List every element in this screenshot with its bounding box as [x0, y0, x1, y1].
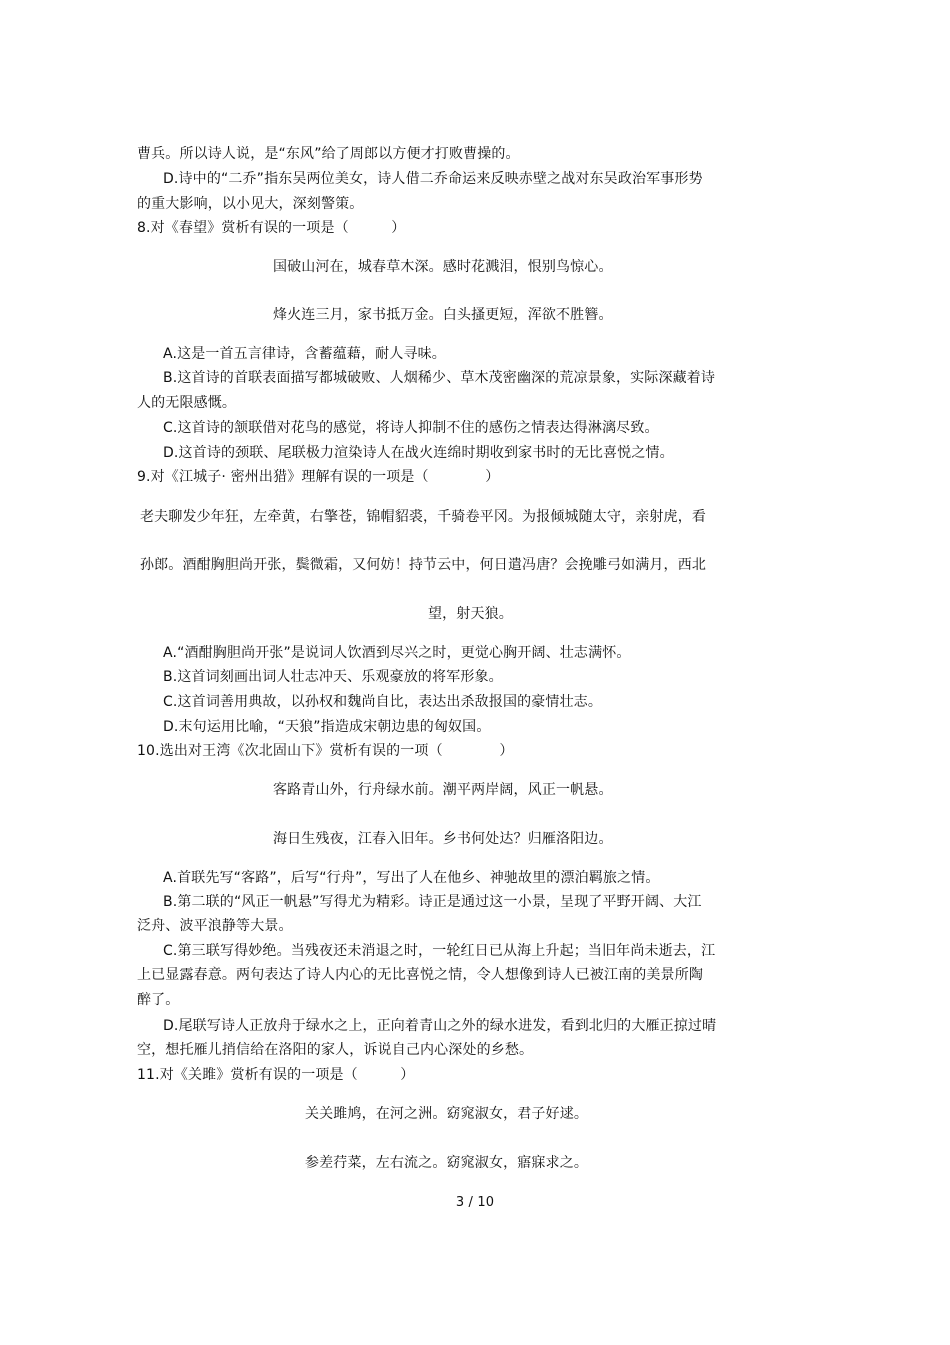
option-d-line: D.这首诗的颈联、尾联极力渲染诗人在战火连绵时期收到家书时的无比喜悦之情。 — [163, 445, 674, 461]
option-d-line: D.尾联写诗人正放舟于绿水之上，正向着青山之外的绿水进发，看到北归的大雁正掠过晴 — [163, 1018, 717, 1034]
poem-line: 关关雎鸠，在河之洲。窈窕淑女，君子好逑。 — [305, 1106, 588, 1122]
option-a-line: A.这是一首五言律诗，含蓄蕴藉，耐人寻味。 — [163, 346, 446, 362]
text-line: 醉了。 — [137, 992, 180, 1008]
option-a-line: A.“酒酣胸胆尚开张”是说词人饮酒到尽兴之时，更觉心胸开阔、壮志满怀。 — [163, 645, 631, 661]
text-line: 人的无限感慨。 — [137, 395, 237, 411]
poem-line: 客路青山外，行舟绿水前。潮平两岸阔，风正一帆悬。 — [273, 782, 613, 798]
option-b-line: B.第二联的“风正一帆悬”写得尤为精彩。诗正是通过这一小景，呈现了平野开阔、大江 — [163, 894, 702, 910]
option-c-line: C.这首诗的颔联借对花鸟的感觉，将诗人抑制不住的感伤之情表达得淋漓尽致。 — [163, 420, 659, 436]
question-10-heading: 10.选出对王湾《次北固山下》赏析有误的一项（ ） — [137, 743, 514, 759]
text-line: 泛舟、波平浪静等大景。 — [137, 918, 293, 934]
question-9-heading: 9.对《江城子· 密州出猎》理解有误的一项是（ ） — [137, 469, 500, 485]
page-number: 3 / 10 — [455, 1195, 495, 1210]
text-line: 上已显露春意。两句表达了诗人内心的无比喜悦之情，令人想像到诗人已被江南的美景所陶 — [137, 967, 703, 983]
option-b-line: B.这首诗的首联表面描写都城破败、人烟稀少、草木茂密幽深的荒凉景象，实际深藏着诗 — [163, 370, 716, 386]
text-line: 曹兵。所以诗人说，是“东风”给了周郎以方便才打败曹操的。 — [137, 146, 520, 162]
option-c-line: C.第三联写得妙绝。当残夜还未消退之时，一轮红日已从海上升起；当旧年尚未逝去，江 — [163, 943, 716, 959]
poem-line: 老夫聊发少年狂，左牵黄，右擎苍，锦帽貂裘，千骑卷平冈。为报倾城随太守，亲射虎，看 — [140, 509, 706, 525]
poem-line: 烽火连三月，家书抵万金。白头搔更短，浑欲不胜簪。 — [273, 307, 613, 323]
poem-line: 国破山河在，城春草木深。感时花溅泪，恨别鸟惊心。 — [273, 259, 613, 275]
option-c-line: C.这首词善用典故，以孙权和魏尚自比，表达出杀敌报国的豪情壮志。 — [163, 694, 603, 710]
question-11-heading: 11.对《关雎》赏析有误的一项是（ ） — [137, 1067, 415, 1083]
text-line: 空，想托雁儿捎信给在洛阳的家人，诉说自己内心深处的乡愁。 — [137, 1042, 534, 1058]
poem-line: 望，射天狼。 — [428, 606, 513, 622]
option-a-line: A.首联先写“客路”，后写“行舟”，写出了人在他乡、神驰故里的漂泊羁旅之情。 — [163, 870, 660, 886]
text-line: 的重大影响，以小见大，深刻警策。 — [137, 196, 364, 212]
poem-line: 参差荇菜，左右流之。窈窕淑女，寤寐求之。 — [305, 1155, 588, 1171]
option-b-line: B.这首词刻画出词人壮志冲天、乐观豪放的将军形象。 — [163, 669, 503, 685]
question-8-heading: 8.对《春望》赏析有误的一项是（ ） — [137, 220, 406, 236]
poem-line: 孙郎。酒酣胸胆尚开张，鬓微霜，又何妨！持节云中，何日遣冯唐？会挽雕弓如满月，西北 — [140, 557, 706, 573]
poem-line: 海日生残夜，江春入旧年。乡书何处达？归雁洛阳边。 — [273, 831, 613, 847]
option-d-line: D.末句运用比喻，“天狼”指造成宋朝边患的匈奴国。 — [163, 719, 491, 735]
option-d-line: D.诗中的“二乔”指东吴两位美女，诗人借二乔命运来反映赤壁之战对东吴政治军事形势 — [163, 171, 703, 187]
